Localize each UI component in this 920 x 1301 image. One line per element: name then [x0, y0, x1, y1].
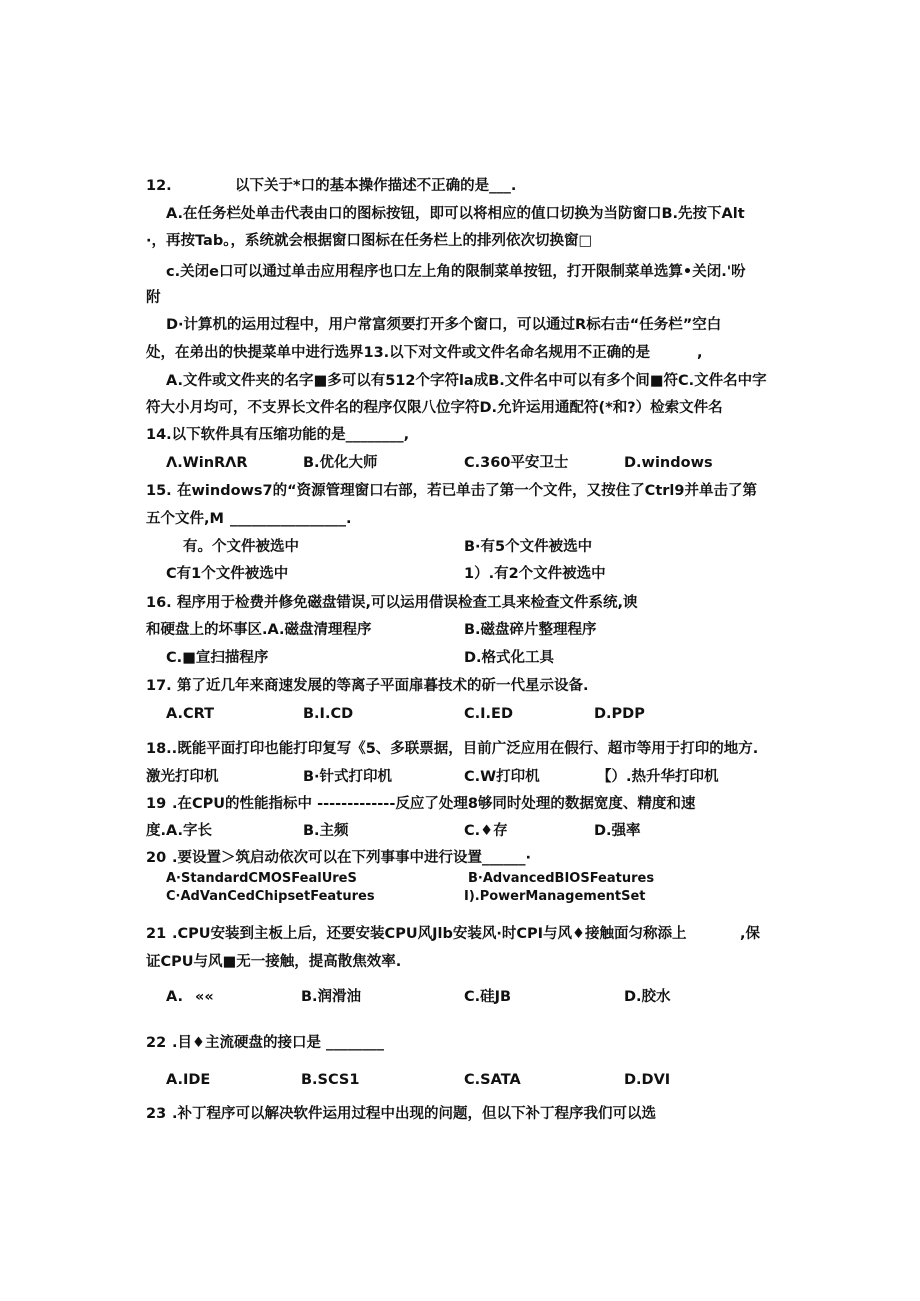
q14-stem: 14.以下软件具有压缩功能的是________, — [146, 427, 410, 443]
q14-option-a: Λ.WinRΛR — [166, 455, 248, 471]
q19-number: 19 — [146, 796, 167, 812]
q18-option-b: B·针式打印机 — [303, 769, 393, 785]
q19-option-a: 度.A.字长 — [146, 823, 213, 839]
q21-option-a-text: «« — [195, 989, 214, 1005]
q20-number: 20 — [146, 850, 167, 866]
q17-option-c: C.I.ED — [464, 706, 513, 722]
q12-option-d: D·计算机的运用过程中，用户常富须要打开多个窗口，可以通过R标右击“任务栏”空白 — [166, 317, 722, 333]
q16-stem: 程序用于检费并修免磁盘错误,可以运用借误检查工具来检查文件系统,谀 — [177, 595, 638, 611]
q20-option-c: C·AdVanCedChipsetFeatures — [166, 889, 375, 904]
q16-option-c: C.■宣扫描程序 — [166, 650, 269, 666]
q12-stem: 以下关于*口的基本操作描述不正确的是___. — [235, 178, 517, 194]
q17-stem: 第了近几年来商速发展的等离子平面扉暮技术的斫一代星示设备. — [177, 678, 589, 694]
q15-option-d: 1）.有2个文件被选中 — [464, 566, 606, 582]
q17-option-d: D.PDP — [594, 706, 645, 722]
q19-stem: .在CPU的性能指标中 -------------反应了处理8够同时处理的数据宽度、精度和速 — [172, 796, 696, 812]
q17-option-a: A.CRT — [166, 706, 215, 722]
q20-stem: .要设置＞筑启动依次可以在下列事事中进行设置______· — [172, 850, 532, 866]
q19-option-b: B.主频 — [303, 823, 349, 839]
q22-number: 22 — [146, 1035, 167, 1051]
q22-option-c: C.SATA — [464, 1072, 521, 1088]
q12-option-a-b: A.在任务栏处单击代表由口的图标按钮，即可以将相应的值口切换为当防窗口B.先按下Alt — [166, 206, 745, 222]
q12-option-c: c.关闭e口可以通过单击应用程序也口左上角的限制菜单按钮，打开限制菜单选算•关闭.'吩 — [166, 264, 746, 280]
q15-stem: 在windows7的“资源管理窗口右部，若已单击了第一个文件，又按住了Ctrl9并单击了第 — [177, 483, 757, 499]
q20-option-b: B·AdvancedBIOSFeatures — [468, 871, 655, 886]
q23-stem: .补丁程序可以解决软件运用过程中出现的问题，但以下补丁程序我们可以选 — [172, 1106, 657, 1122]
q21-option-d: D.胶水 — [624, 989, 671, 1005]
q14-option-d: D.windows — [624, 455, 713, 471]
q18-stem: 18..既能平面打印也能打印复写《5、多联票据，目前广泛应用在假行、超市等用于打印的地方. — [146, 741, 759, 757]
q16-stem-cont: 和硬盘上的坏事区.A.磁盘清理程序 — [146, 622, 372, 638]
q23-number: 23 — [146, 1106, 167, 1122]
q12-option-c-cont: 附 — [146, 290, 161, 306]
q12-number: 12. — [146, 178, 172, 194]
q19-option-d: D.强率 — [594, 823, 641, 839]
q22-option-a: A.IDE — [166, 1072, 211, 1088]
q13-options-cont: 符大小月均可，不支界长文件名的程序仅限八位字符D.允许运用通配符(*和?）检索文件名 — [146, 400, 723, 416]
q21-option-c: C.硅JB — [464, 989, 512, 1005]
q13-stem-tail: , — [697, 345, 703, 361]
q21-number: 21 — [146, 926, 167, 942]
q13-stem: 处，在弟出的快提菜单中进行选界13.以下对文件或文件名命名规用不正确的是 — [146, 345, 651, 361]
q17-number: 17. — [146, 678, 172, 694]
q16-number: 16. — [146, 595, 172, 611]
q15-option-a: 有。个文件被选中 — [183, 539, 299, 555]
q22-option-d: D.DVI — [624, 1072, 671, 1088]
q15-option-b: B·有5个文件被选中 — [464, 539, 593, 555]
q15-number: 15. — [146, 483, 172, 499]
q16-option-b: B.磁盘碎片整理程序 — [464, 622, 597, 638]
q15-option-c: C有1个文件被选中 — [166, 566, 289, 582]
q17-option-b: B.I.CD — [303, 706, 354, 722]
q20-option-d: I).PowerManagementSet — [464, 889, 646, 904]
q22-option-b: B.SCS1 — [301, 1072, 360, 1088]
q19-option-c: C.♦存 — [464, 823, 508, 839]
q15-blank: ________________. — [230, 511, 352, 527]
q21-option-b: B.润滑油 — [301, 989, 362, 1005]
q16-option-d: D.格式化工具 — [464, 650, 555, 666]
q21-option-a: A. — [166, 989, 183, 1005]
q22-stem: .目♦主流硬盘的接口是 ________ — [172, 1035, 385, 1051]
q18-option-c: C.W打印机 — [464, 769, 540, 785]
q14-option-b: B.优化大师 — [303, 455, 378, 471]
q20-option-a: A·StandardCMOSFealUreS — [166, 871, 357, 886]
q18-option-d: 【）.热升华打印机 — [597, 769, 719, 785]
q21-stem: .CPU安装到主板上后，还要安装CPU风Jlb安装风·时CPI与风♦接触面匀称添上 — [172, 926, 687, 942]
q14-option-c: C.360平安卫士 — [464, 455, 569, 471]
q21-stem-cont: 证CPU与风■无一接触，提高散焦效率. — [146, 954, 402, 970]
q18-option-a: 激光打印机 — [146, 769, 219, 785]
q13-options-abc: A.文件或文件夹的名字■多可以有512个字符la成B.文件名中可以有多个间■符C.文件名中字 — [166, 373, 767, 389]
q21-stem-tail: ,保 — [740, 926, 761, 942]
q12-option-b-cont: ·，再按Tab。，系统就会根据窗口图标在任务栏上的排列依次切换窗□ — [146, 233, 593, 249]
q15-stem-cont: 五个文件,M — [146, 511, 224, 527]
